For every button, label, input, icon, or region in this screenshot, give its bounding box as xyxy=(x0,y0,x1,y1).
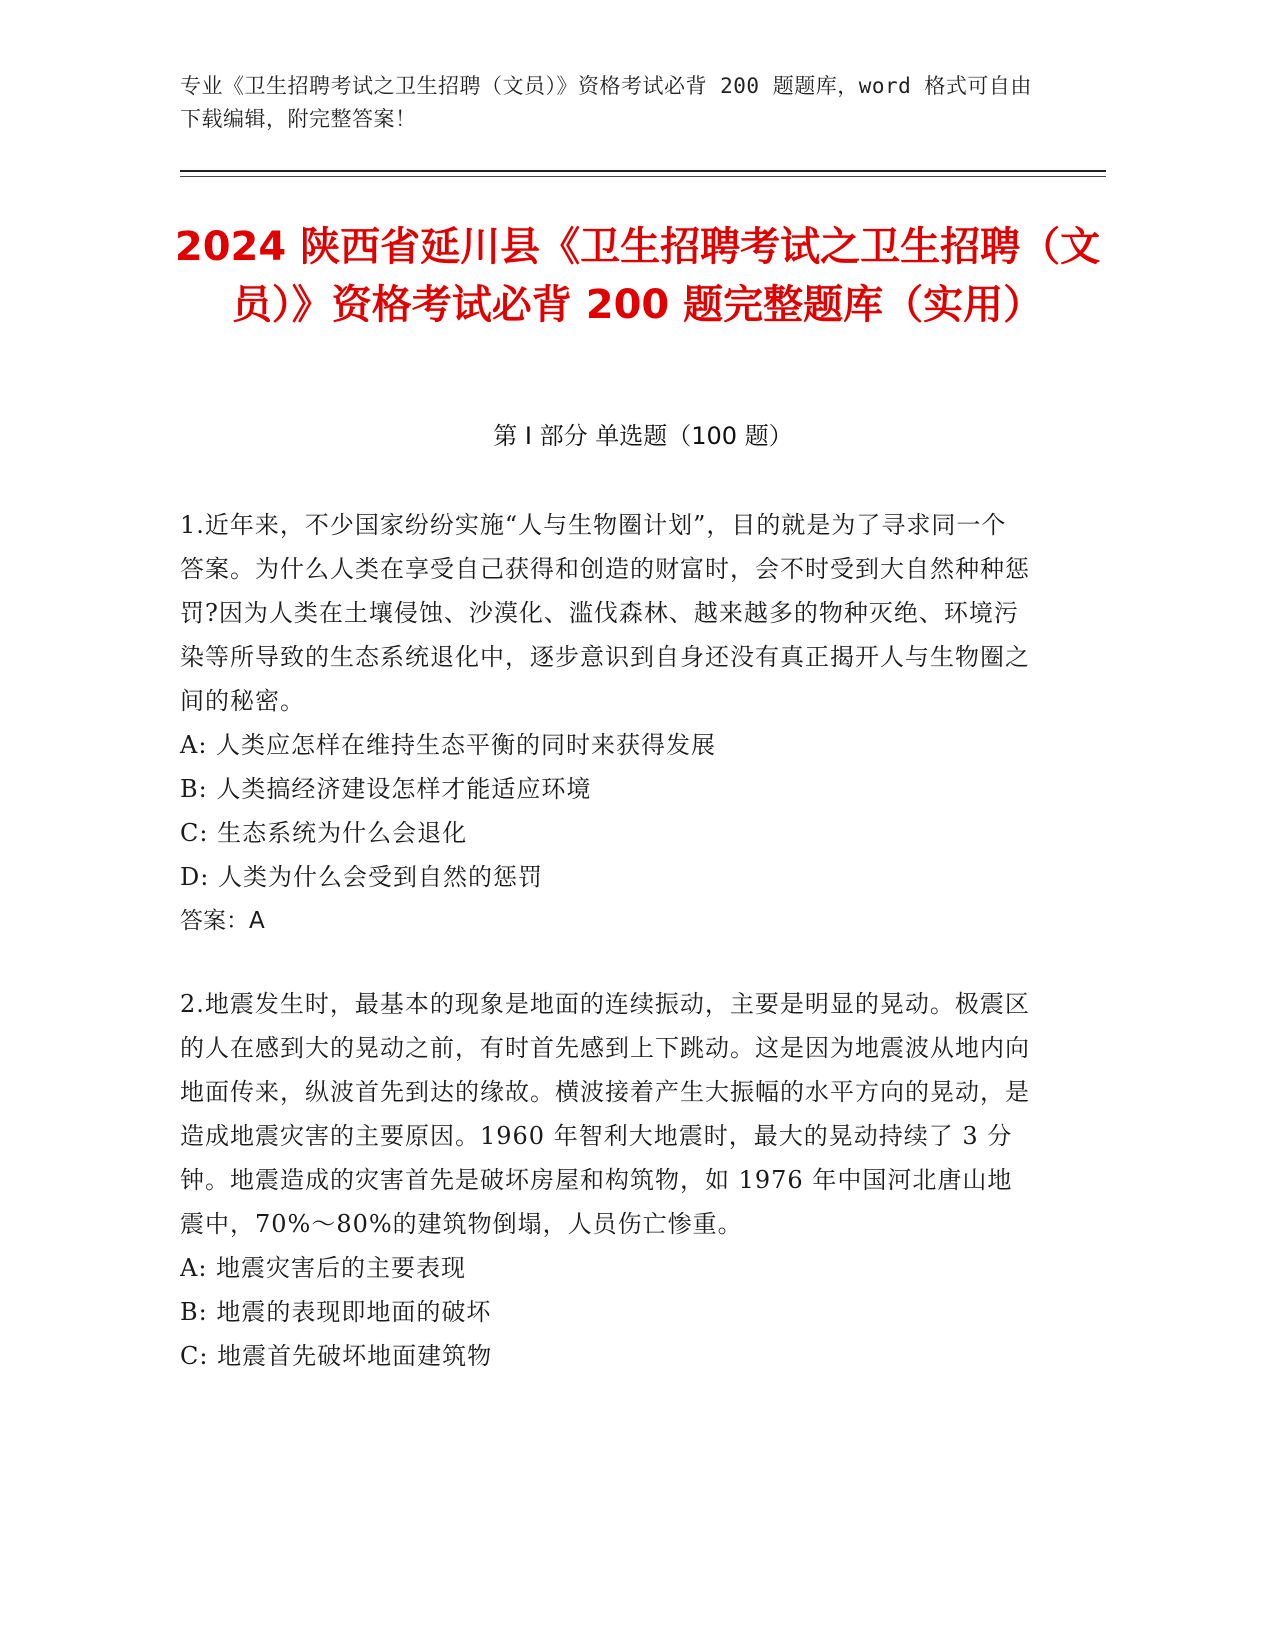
option-b: B: 地震的表现即地面的破坏 xyxy=(180,1298,492,1326)
option-d: D: 人类为什么会受到自然的惩罚 xyxy=(180,863,543,891)
option-a: A: 地震灾害后的主要表现 xyxy=(180,1254,467,1282)
option-c: C: 地震首先破坏地面建筑物 xyxy=(180,1342,493,1370)
option-c: C: 生态系统为什么会退化 xyxy=(180,819,468,847)
answer-label: 答案：A xyxy=(180,908,265,934)
header-note: 专业《卫生招聘考试之卫生招聘（文员）》资格考试必背 200 题题库，word 格式可自由下载编辑，附完整答案！ xyxy=(180,74,1032,131)
question-stem: 2.地震发生时，最基本的现象是地面的连续振动，主要是明显的晃动。极震区的人在感到大的晃动之前，有时首先感到上下跳动。这是因为地震波从地内向地面传来，纵波首先到达的缘故。横波接着产生大振幅的水平方向的晃动，是造成地震灾害的主要原因。1960 年智利大地震时，最大的晃动持续了 3 分钟。地震造成的灾害首先是破坏房屋和构筑物，如 1976 年中国河北唐山地震中，70%～80%的建筑物倒塌，人员伤亡惨重。 xyxy=(180,990,1030,1238)
document-title: 2024 陕西省延川县《卫生招聘考试之卫生招聘（文员）》资格考试必背 200 题完整题库（实用） xyxy=(174,224,1101,328)
option-b: B: 人类搞经济建设怎样才能适应环境 xyxy=(180,775,592,803)
question-2 xyxy=(180,982,1030,1378)
question-stem: 1.近年来，不少国家纷纷实施“人与生物圈计划”，目的就是为了寻求同一个答案。为什么人类在享受自己获得和创造的财富时，会不时受到大自然种种惩罚?因为人类在土壤侵蚀、沙漠化、滥伐森林、越来越多的物种灭绝、环境污染等所导致的生态系统退化中，逐步意识到自身还没有真正揭开人与生物圈之间的秘密。 xyxy=(180,511,1030,715)
option-a: A: 人类应怎样在维持生态平衡的同时来获得发展 xyxy=(180,731,717,759)
header-divider-thin xyxy=(180,176,1106,177)
header-divider-thick xyxy=(180,170,1106,172)
question-1 xyxy=(180,503,1030,943)
section-heading: 第 I 部分 单选题（100 题） xyxy=(493,422,793,450)
